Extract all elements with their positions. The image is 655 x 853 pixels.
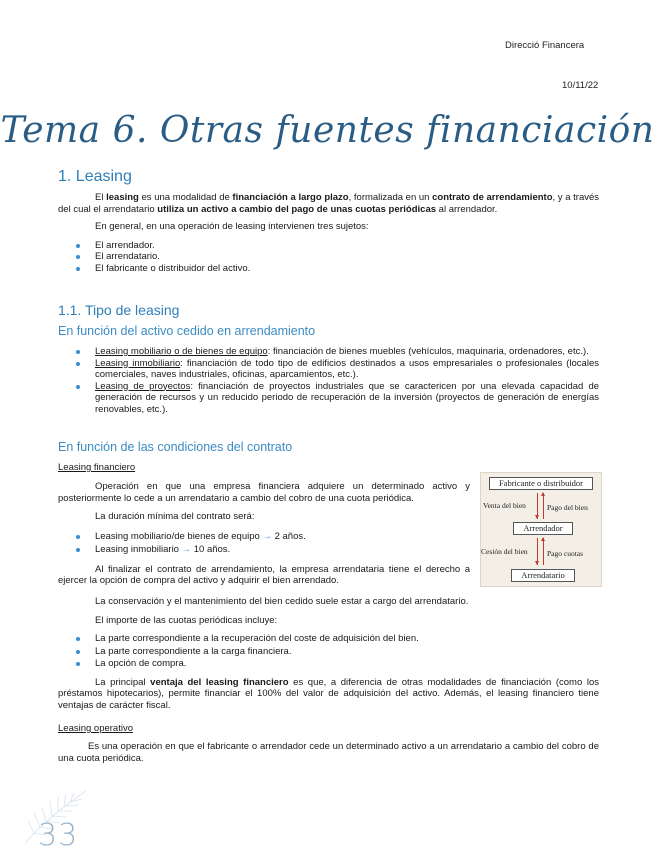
leasing-diagram: [480, 472, 602, 587]
bullet-icon: [76, 650, 80, 654]
subjects-intro: En general, en una operación de leasing intervienen tres sujetos:: [95, 221, 369, 232]
diagram-label-pago-cuotas: Pago cuotas: [547, 549, 584, 558]
operativo-definition: Es una operación en que el fabricante o arrendador cede un determinado activo a un arrendatario a cambio del cobro de una cuota periódica.: [58, 741, 599, 764]
page-number: 33: [38, 818, 79, 853]
list-item: La opción de compra.: [58, 658, 599, 670]
leasing-definition: El leasing es una modalidad de financiación a largo plazo, formalizada en un contrato de arrendamiento, y a través del cual el arrendatario utiliza un activo a cambio del pago de unas cuotas periódicas al arrendador.: [58, 192, 600, 215]
page-title: Tema 6. Otras fuentes financiación: [0, 110, 655, 151]
arrow-up-icon: [541, 492, 545, 496]
list-item: Leasing mobiliario o de bienes de equipo: financiación de bienes muebles (vehículos, maquinaria, ordenadores, etc.).: [58, 346, 599, 358]
list-item: Leasing de proyectos: financiación de proyectos industriales que se caractericen por una elevada capacidad de generación de recursos y un reducido periodo de recuperación de la inversión (proyectos de generación de energías renovables, etc.).: [58, 381, 599, 416]
conservacion-paragraph: La conservación y el mantenimiento del bien cedido suele estar a cargo del arrendatario.: [95, 596, 469, 607]
arrow-down-icon: [535, 515, 539, 519]
diagram-arrow-line: [543, 538, 544, 565]
bullet-icon: [76, 385, 80, 389]
section-leasing-body: [58, 192, 599, 274]
list-item: Leasing inmobiliario: financiación de todo tipo de edificios destinados a usos empresariales o profesionales (locales comerciales, naves industriales, oficinas, aparcamientos, etc.).: [58, 358, 599, 381]
header-date: 10/11/22: [562, 80, 599, 91]
bullet-icon: [76, 255, 80, 259]
section-heading-leasing: 1. Leasing: [58, 168, 132, 185]
duracion-list: [58, 531, 470, 556]
cuotas-list: [58, 633, 599, 670]
arrow-right-icon: →: [181, 544, 192, 555]
diagram-box-fabricante: Fabricante o distribuidor: [489, 477, 593, 490]
financiero-definition: Operación en que una empresa financiera adquiere un determinado activo y posteriormente lo cede a un arrendatario a cambio del cobro de una cuota periódica.: [58, 481, 470, 504]
arrow-right-icon: →: [262, 530, 272, 542]
diagram-box-arrendatario: Arrendatario: [511, 569, 575, 582]
bullet-icon: [76, 637, 80, 641]
duracion-intro: La duración mínima del contrato será:: [95, 511, 255, 522]
operativo-body: [58, 741, 599, 764]
cuotas-intro: El importe de las cuotas periódicas incluye:: [95, 614, 278, 626]
financiero-details: [58, 596, 599, 711]
diagram-arrow-line: [543, 493, 544, 519]
diagram-label-venta: Venta del bien: [483, 501, 526, 510]
list-item: Leasing mobiliario/de bienes de equipo → 2 años.: [58, 531, 470, 543]
subheading-activo: En función del activo cedido en arrendamiento: [58, 324, 316, 338]
subheading-condiciones: En función de las condiciones del contrato: [58, 440, 293, 454]
bullet-icon: [76, 362, 80, 366]
list-item: El arrendatario.: [58, 251, 599, 263]
bullet-icon: [76, 267, 80, 271]
label-leasing-operativo: Leasing operativo: [58, 723, 133, 734]
bullet-icon: [76, 535, 80, 539]
arrow-up-icon: [541, 537, 545, 541]
list-item: La parte correspondiente a la recuperación del coste de adquisición del bien.: [58, 633, 599, 645]
header-title: Direcció Financera: [505, 40, 585, 51]
bullet-icon: [76, 662, 80, 666]
subjects-list: [58, 240, 599, 275]
diagram-label-pago-bien: Pago del bien: [547, 503, 588, 512]
bullet-icon: [76, 244, 80, 248]
opcion-compra-paragraph: Al finalizar el contrato de arrendamiento, la empresa arrendataria tiene el derecho a ejercer la opción de compra del activo y adquirir el bien arrendado.: [58, 563, 470, 586]
list-item: El fabricante o distribuidor del activo.: [58, 263, 599, 275]
bullet-icon: [76, 548, 80, 552]
ventaja-paragraph: La principal ventaja del leasing financiero es que, a diferencia de otras modalidades de financiación (como los préstamos hipotecarios), permite financiar el 100% del valor de adquisición del activo. Además, el leasing financiero tiene ventajas de carácter fiscal.: [58, 676, 599, 711]
asset-type-list: [58, 346, 599, 415]
diagram-label-cesion: Cesión del bien: [481, 547, 528, 556]
section-heading-tipo-leasing: 1.1. Tipo de leasing: [58, 302, 180, 318]
diagram-box-arrendador: Arrendador: [513, 522, 573, 535]
list-item: Leasing inmobiliario → 10 años.: [58, 544, 470, 556]
bullet-icon: [76, 350, 80, 354]
arrow-down-icon: [535, 561, 539, 565]
financiero-intro: [58, 481, 470, 587]
list-item: La parte correspondiente a la carga financiera.: [58, 646, 599, 658]
label-leasing-financiero: Leasing financiero: [58, 462, 136, 473]
list-item: El arrendador.: [58, 240, 599, 252]
